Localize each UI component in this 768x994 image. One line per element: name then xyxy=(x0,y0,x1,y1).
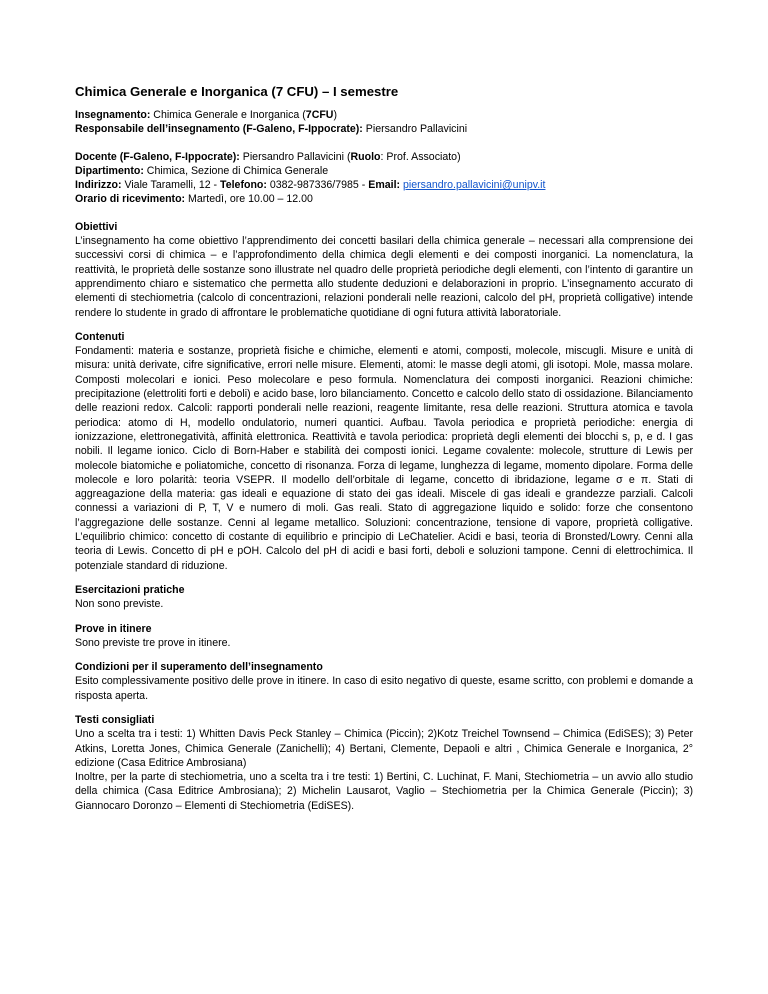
spacer xyxy=(75,320,693,330)
spacer xyxy=(75,573,693,583)
contenuti-text: Fondamenti: materia e sostanze, proprietà fisiche e chimiche, elementi e atomi, composti, molecole, miscugli. Misure e unità di misura: unità derivate, cifre significative, errori nelle misure. Elementi, atomi: le masse degli atomi, gli isotopi. Mole, massa molare. Composti molecolari e ionici. Peso molecolare e peso formula. Nomenclatura dei composti inorganici. Reazioni chimiche: precipitazione (elettroliti forti e deboli) e acido base, loro bilanciamento. Concetto e calcolo dello stato di ossidazione. Bilanciamento delle reazioni redox. Calcoli: rapporti ponderali nelle reazioni, reagente limitante, resa delle reazioni. Struttura atomica e tavola periodica: atomo di H, modello ondulatorio, numeri quantici. Aufbau. Tavola periodica e proprietà periodiche: energia di ionizzazione, elettronegatività, affinità elettronica. Reattività e tavola periodica: proprietà degli elementi dei blocchi s, p, e d. I gas nobili. Il legame ionico. Ciclo di Born-Haber e stabilità dei composti ionici. Legame covalente: molecole, strutture di Lewis per molecole biatomiche e poliatomiche, concetto di risonanza. Forza di legame, lunghezza di legame, momento dipolare. Forma delle molecole e loro polarità: teoria VSEPR. Il modello dell’orbitale di legame, concetto di ibridazione, legame σ e π. Stati di aggreagazione della materia: gas ideali e equazione di stato dei gas ideali. Miscele di gas ideali e grandezze parziali. Calcoli connessi a variazioni di P, T, V e numero di moli. Gas reali. Stato di aggregazione liquido e solido: forze che consentono l’aggregazione delle sostanze. Cenni al legame metallico. Soluzioni: concentrazione, tensione di vapore, proprietà colligative. L’equilibrio chimico: concetto di costante di equilibrio e principio di LeChatelier. Acidi e basi, teoria di Bronsted/Lowry. Cenni alla teoria di Lewis. Concetto di pH e pOH. Calcolo del pH di acidi e basi forti, deboli e soluzioni tampone. Cenni di elettrochimica. Il potenziale standard di riduzione. xyxy=(75,345,693,572)
spacer xyxy=(75,703,693,713)
telefono-label: Telefono: xyxy=(220,179,267,192)
spacer xyxy=(75,207,693,220)
docente-value: Piersandro Pallavicini ( xyxy=(239,150,351,163)
testi-text-2: Inoltre, per la parte di stechiometria, uno a scelta tra i tre testi: 1) Bertini, C. Luchinat, F. Mani, Stechiometria – un avvio allo studio della chimica (Casa Editrice Ambrosiana); 2) Michelin Lausarot, Vaglio – Stechiometria per la Chimica Generale (Piccin); 3) Giannocaro Doronzo – Elementi di Stechiometria (EdiSES). xyxy=(75,771,693,812)
page-title: Chimica Generale e Inorganica (7 CFU) – I semestre xyxy=(75,84,399,99)
orario-label: Orario di ricevimento: xyxy=(75,193,186,206)
responsabile-label: Responsabile dell’insegnamento (F-Galeno, F-Ippocrate): xyxy=(75,123,363,136)
responsabile-value: Piersandro Pallavicini xyxy=(362,123,468,136)
docente-line xyxy=(75,150,693,164)
indirizzo-value: Viale Taramelli, 12 - xyxy=(121,179,221,192)
testi-heading: Testi consigliati xyxy=(75,713,155,726)
dipartimento-value: Chimica, Sezione di Chimica Generale xyxy=(143,164,329,177)
obiettivi-text: L’insegnamento ha come obiettivo l’apprendimento dei concetti basilari della chimica generale – necessari alla comprensione dei successivi corsi di chimica – e l’approfondimento della chimica degli elementi e dei composti inorganici. La nomenclatura, la reattività, le proprietà delle sostanze sono illustrate nel quadro delle proprietà periodiche degli elementi, con l’intento di garantire un apprendimento chiaro e sistematico che permetta allo studente deduzioni e delaborazioni in proprio. L’insegnamento accurato di elementi di stechiometria (calcolo di concentrazioni, relazioni ponderali nelle reazioni, calcolo del pH, proprietà colligative) intende rendere lo studente in grado di affrontare le problematiche quotidiane di ogni futura attività laboratoriale. xyxy=(75,235,693,319)
document-page xyxy=(75,83,693,813)
insegnamento-close: ) xyxy=(333,109,337,121)
prove-text: Sono previste tre prove in itinere. xyxy=(75,636,231,649)
dipartimento-label: Dipartimento: xyxy=(75,164,144,177)
condizioni-heading: Condizioni per il superamento dell’insegnamento xyxy=(75,661,323,674)
spacer xyxy=(75,612,693,622)
obiettivi-heading: Obiettivi xyxy=(75,220,118,233)
esercitazioni-heading: Esercitazioni pratiche xyxy=(75,583,185,596)
contenuti-heading: Contenuti xyxy=(75,330,125,343)
email-label: Email: xyxy=(368,179,401,192)
insegnamento-line xyxy=(75,108,693,122)
testi-text-1: Uno a scelta tra i testi: 1) Whitten Davis Peck Stanley – Chimica (Piccin); 2)Kotz Treichel Townsend – Chimica (EdiSES); 3) Peter Atkins, Loretta Jones, Chimica Generale (Zanichelli); 4) Bertani, Clemente, Depaoli e altri , Chimica Generale e Inorganica, 2° edizione (Casa Editrice Ambrosiana) xyxy=(75,728,693,769)
email-link[interactable]: piersandro.pallavicini@unipv.it xyxy=(403,179,546,192)
dipartimento-line xyxy=(75,164,693,178)
docente-label: Docente (F-Galeno, F-Ippocrate): xyxy=(75,150,240,163)
spacer xyxy=(75,137,693,150)
responsabile-line xyxy=(75,122,693,136)
condizioni-text: Esito complessivamente positivo delle prove in itinere. In caso di esito negativo di queste, esame scritto, con problemi e domande a risposta aperta. xyxy=(75,675,693,702)
telefono-value: 0382-987336/7985 - xyxy=(266,179,369,192)
orario-line xyxy=(75,192,693,206)
insegnamento-value: Chimica Generale e Inorganica ( xyxy=(150,109,306,121)
indirizzo-label: Indirizzo: xyxy=(75,179,122,192)
ruolo-label: Ruolo xyxy=(350,150,381,163)
insegnamento-label: Insegnamento: xyxy=(75,109,151,121)
spacer xyxy=(75,650,693,660)
indirizzo-line xyxy=(75,178,693,192)
insegnamento-cfu: 7CFU xyxy=(305,109,334,121)
prove-heading: Prove in itinere xyxy=(75,622,152,635)
esercitazioni-text: Non sono previste. xyxy=(75,598,164,611)
orario-value: Martedì, ore 10.00 – 12.00 xyxy=(185,193,313,206)
ruolo-value: : Prof. Associato) xyxy=(380,150,461,163)
